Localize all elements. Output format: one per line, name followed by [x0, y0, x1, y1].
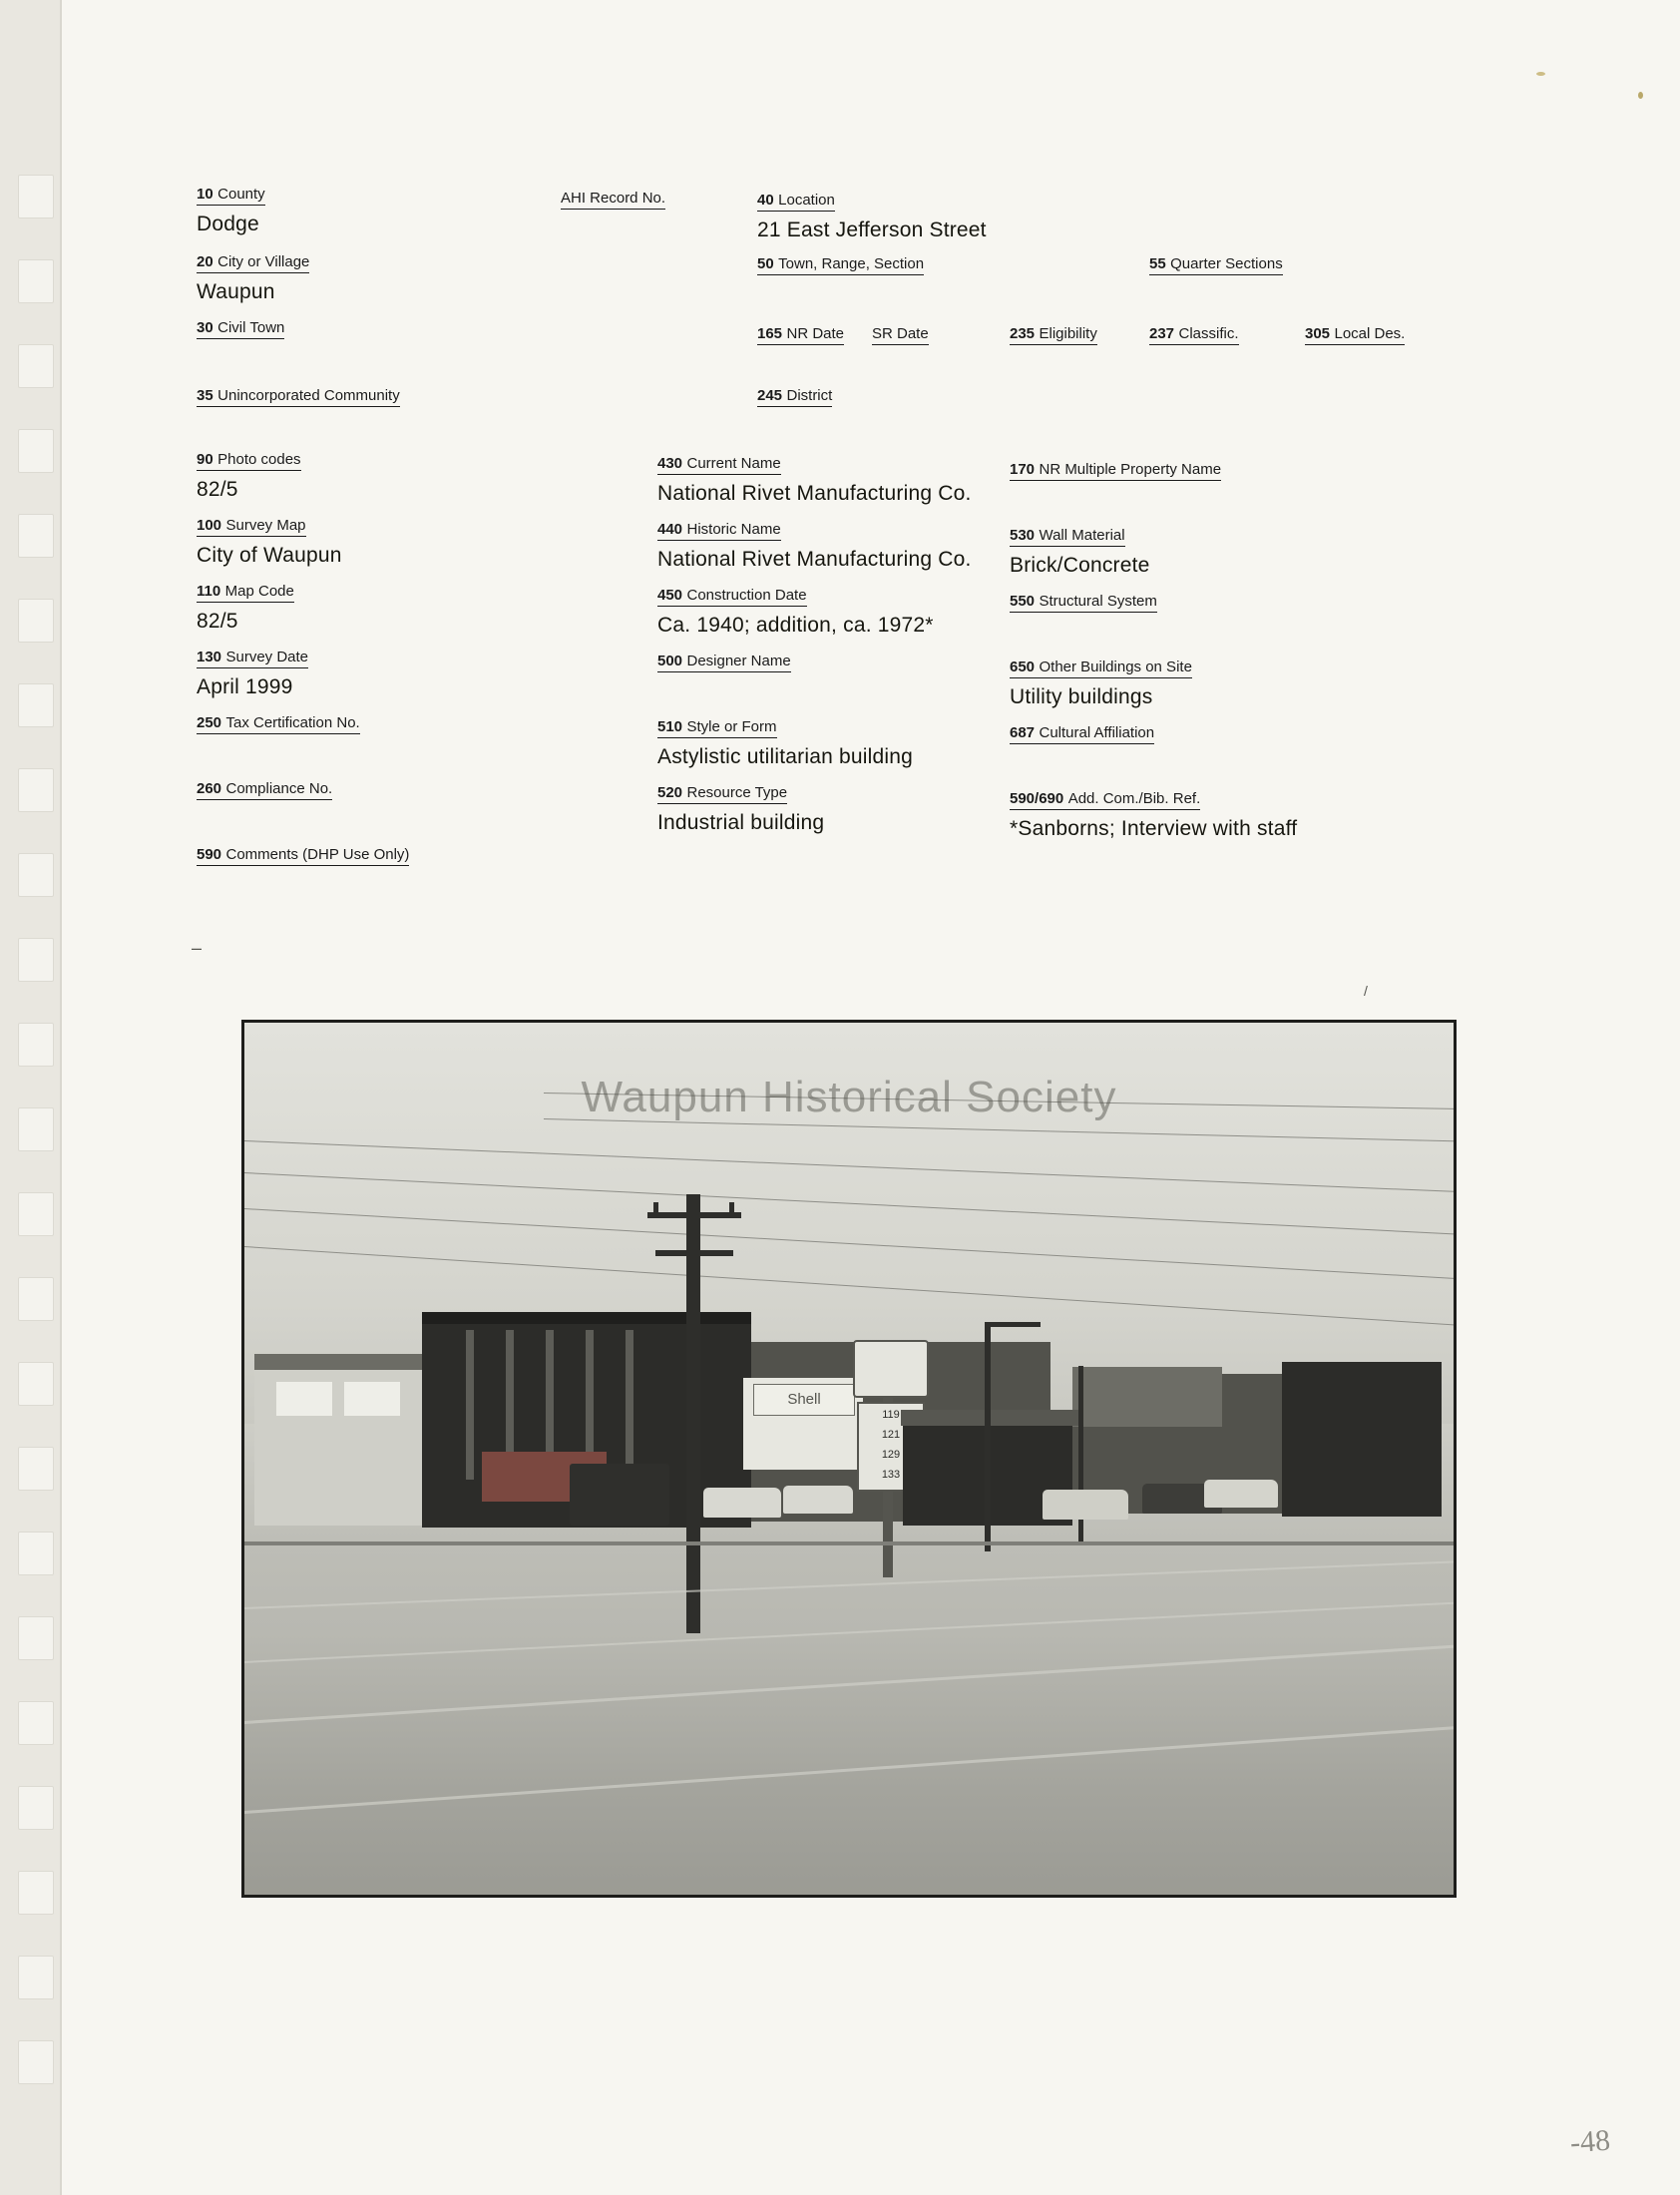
field-county	[197, 186, 265, 236]
field-code: 250	[197, 714, 222, 731]
field-code: 35	[197, 387, 213, 404]
field-value: Dodge	[197, 213, 259, 235]
field-label: Civil Town	[217, 319, 285, 336]
field-resource-type	[657, 784, 824, 835]
field-label: Construction Date	[686, 587, 807, 604]
field-add-com-bib-ref	[1010, 790, 1297, 841]
field-comments-dhp	[197, 846, 409, 873]
utility-pole-insulator	[729, 1202, 734, 1214]
field-tax-certification-no	[197, 714, 360, 741]
field-label: Tax Certification No.	[225, 714, 360, 731]
field-code: 55	[1149, 255, 1166, 272]
punch-hole	[18, 1956, 54, 1999]
field-label: Wall Material	[1039, 527, 1125, 544]
field-value: National Rivet Manufacturing Co.	[657, 548, 972, 571]
building-window	[276, 1382, 332, 1416]
field-designer-name	[657, 653, 791, 679]
field-label: Compliance No.	[225, 780, 333, 797]
punch-hole	[18, 514, 54, 558]
street-region	[244, 1633, 1454, 1895]
field-label: Location	[778, 192, 835, 209]
field-label: County	[217, 186, 265, 203]
field-label: District	[786, 387, 833, 404]
field-survey-map	[197, 517, 342, 568]
punch-hole	[18, 259, 54, 303]
price-line: 133	[881, 1469, 901, 1481]
street-lamp-pole	[985, 1322, 991, 1551]
field-value: 82/5	[197, 478, 238, 501]
field-town-range-section	[757, 255, 924, 282]
field-photo-codes	[197, 451, 301, 502]
field-label: Add. Com./Bib. Ref.	[1067, 790, 1201, 807]
utility-pole	[686, 1194, 700, 1663]
field-value: 21 East Jefferson Street	[757, 219, 987, 241]
punch-hole	[18, 1107, 54, 1151]
field-other-buildings-on-site	[1010, 658, 1192, 709]
field-code: 10	[197, 186, 213, 203]
field-code: 165	[757, 325, 783, 342]
field-code: 430	[657, 455, 683, 472]
field-label: Local Des.	[1334, 325, 1406, 342]
field-code: 237	[1149, 325, 1175, 342]
field-label: SR Date	[872, 325, 929, 342]
punch-hole	[18, 1277, 54, 1321]
forklift-vehicle	[570, 1464, 669, 1526]
punch-hole	[18, 768, 54, 812]
field-classific	[1149, 325, 1239, 345]
field-map-code	[197, 583, 294, 634]
punch-hole	[18, 2040, 54, 2084]
field-label: Historic Name	[686, 521, 781, 538]
field-label: Quarter Sections	[1170, 255, 1283, 272]
field-label: NR Multiple Property Name	[1039, 461, 1222, 478]
field-code: 260	[197, 780, 222, 797]
field-value: Astylistic utilitarian building	[657, 745, 913, 768]
building-window	[344, 1382, 400, 1416]
field-quarter-sections	[1149, 255, 1283, 282]
field-eligibility	[1010, 325, 1097, 345]
parked-car	[1043, 1490, 1128, 1520]
factory-bay	[466, 1330, 474, 1480]
punch-hole	[18, 853, 54, 897]
street-lamp-arm	[985, 1322, 1041, 1327]
field-local-des	[1305, 325, 1405, 345]
field-label: Resource Type	[686, 784, 788, 801]
punch-hole	[18, 683, 54, 727]
field-civil-town	[197, 319, 284, 346]
photograph	[241, 1020, 1457, 1898]
field-code: 687	[1010, 724, 1036, 741]
field-code: 305	[1305, 325, 1331, 342]
price-line: 119	[882, 1409, 900, 1421]
punch-hole	[18, 1786, 54, 1830]
page-number: -48	[1568, 2123, 1612, 2160]
utility-pole-insulator	[689, 1202, 694, 1214]
document-page	[62, 0, 1680, 2195]
field-code: 170	[1010, 461, 1036, 478]
field-label: Eligibility	[1039, 325, 1097, 342]
punch-hole	[18, 1023, 54, 1067]
punch-hole	[18, 1362, 54, 1406]
price-sign-top	[853, 1340, 929, 1398]
shell-sign-text: Shell	[787, 1391, 821, 1408]
building-left-band	[254, 1354, 424, 1370]
field-style-or-form	[657, 718, 913, 769]
field-value: Brick/Concrete	[1010, 554, 1150, 577]
field-code: 90	[197, 451, 213, 468]
parked-car	[783, 1486, 853, 1514]
field-compliance-no	[197, 780, 332, 807]
scan-speck	[1536, 72, 1545, 76]
punch-hole	[18, 175, 54, 219]
punch-hole	[18, 1447, 54, 1491]
field-value: *Sanborns; Interview with staff	[1010, 817, 1298, 840]
field-label: Photo codes	[217, 451, 301, 468]
road-marking	[244, 1559, 1454, 1609]
field-code: 40	[757, 192, 774, 209]
building-right-light	[1072, 1367, 1222, 1427]
field-code: 650	[1010, 658, 1036, 675]
field-city-or-village	[197, 253, 309, 304]
field-label: Other Buildings on Site	[1039, 658, 1192, 675]
photograph-image	[244, 1023, 1454, 1895]
field-label: Structural System	[1039, 593, 1157, 610]
parked-car	[1204, 1480, 1278, 1508]
field-code: 530	[1010, 527, 1036, 544]
field-label: Current Name	[686, 455, 781, 472]
punch-hole	[18, 1871, 54, 1915]
field-code: 450	[657, 587, 683, 604]
building-left-front	[254, 1354, 424, 1526]
punch-hole	[18, 938, 54, 982]
field-wall-material	[1010, 527, 1150, 578]
punch-hole	[18, 1701, 54, 1745]
field-value: April 1999	[197, 675, 293, 698]
field-survey-date	[197, 649, 308, 699]
parked-car	[703, 1488, 781, 1518]
field-label: Map Code	[224, 583, 294, 600]
field-code: 590	[197, 846, 222, 863]
field-code: 100	[197, 517, 222, 534]
field-code: 500	[657, 653, 683, 669]
field-value: Waupun	[197, 280, 275, 303]
field-code: 30	[197, 319, 213, 336]
field-label: Town, Range, Section	[778, 255, 925, 272]
field-unincorporated-community	[197, 387, 400, 414]
field-code: 590/690	[1010, 790, 1064, 807]
field-construction-date	[657, 587, 934, 638]
field-value: National Rivet Manufacturing Co.	[657, 482, 972, 505]
field-code: 50	[757, 255, 774, 272]
field-label: AHI Record No.	[561, 190, 666, 207]
scan-speck	[1638, 92, 1643, 99]
field-label: Designer Name	[686, 653, 791, 669]
field-code: 235	[1010, 325, 1036, 342]
stray-mark: –	[192, 938, 203, 958]
field-district	[757, 387, 832, 414]
factory-bay	[626, 1330, 633, 1480]
field-label: Unincorporated Community	[217, 387, 400, 404]
field-label: Style or Form	[686, 718, 777, 735]
field-value: Utility buildings	[1010, 685, 1153, 708]
field-sr-date	[872, 325, 929, 345]
field-current-name	[657, 455, 972, 506]
photo-watermark: Waupun Historical Society	[581, 1073, 1117, 1121]
field-label: Survey Map	[225, 517, 306, 534]
field-label: City or Village	[217, 253, 310, 270]
punch-hole	[18, 1192, 54, 1236]
shell-sign-board	[753, 1384, 855, 1416]
field-code: 20	[197, 253, 213, 270]
field-code: 110	[197, 583, 221, 600]
field-historic-name	[657, 521, 972, 572]
field-location	[757, 192, 987, 242]
punch-hole	[18, 344, 54, 388]
field-cultural-affiliation	[1010, 724, 1154, 751]
field-nr-multiple-property-name	[1010, 461, 1221, 488]
scanner-edge	[0, 0, 62, 2195]
field-ahi-record-no	[561, 190, 665, 217]
field-value: City of Waupun	[197, 544, 342, 567]
stray-mark: /	[1364, 983, 1368, 999]
punch-hole	[18, 599, 54, 643]
field-value: Ca. 1940; addition, ca. 1972*	[657, 614, 934, 637]
field-label: NR Date	[786, 325, 845, 342]
field-code: 440	[657, 521, 683, 538]
utility-pole-insulator	[653, 1202, 658, 1214]
field-code: 130	[197, 649, 222, 665]
field-label: Survey Date	[225, 649, 309, 665]
field-label: Cultural Affiliation	[1039, 724, 1155, 741]
price-line: 129	[881, 1449, 901, 1461]
gas-canopy	[901, 1410, 1080, 1426]
curb-line	[244, 1541, 1454, 1545]
punch-hole	[18, 429, 54, 473]
price-line: 121	[881, 1429, 901, 1441]
field-structural-system	[1010, 593, 1157, 620]
building-right-dark	[1282, 1362, 1442, 1517]
field-code: 520	[657, 784, 683, 801]
punch-hole	[18, 1532, 54, 1575]
utility-pole-crossarm	[655, 1250, 733, 1256]
punch-hole	[18, 1616, 54, 1660]
field-value: 82/5	[197, 610, 238, 633]
field-label: Comments (DHP Use Only)	[225, 846, 410, 863]
field-code: 510	[657, 718, 683, 735]
field-nr-date	[757, 325, 844, 345]
factory-roof-edge	[422, 1312, 751, 1324]
utility-pole-crossarm	[647, 1212, 741, 1218]
field-code: 245	[757, 387, 783, 404]
field-code: 550	[1010, 593, 1036, 610]
field-label: Classific.	[1178, 325, 1239, 342]
field-value: Industrial building	[657, 811, 825, 834]
